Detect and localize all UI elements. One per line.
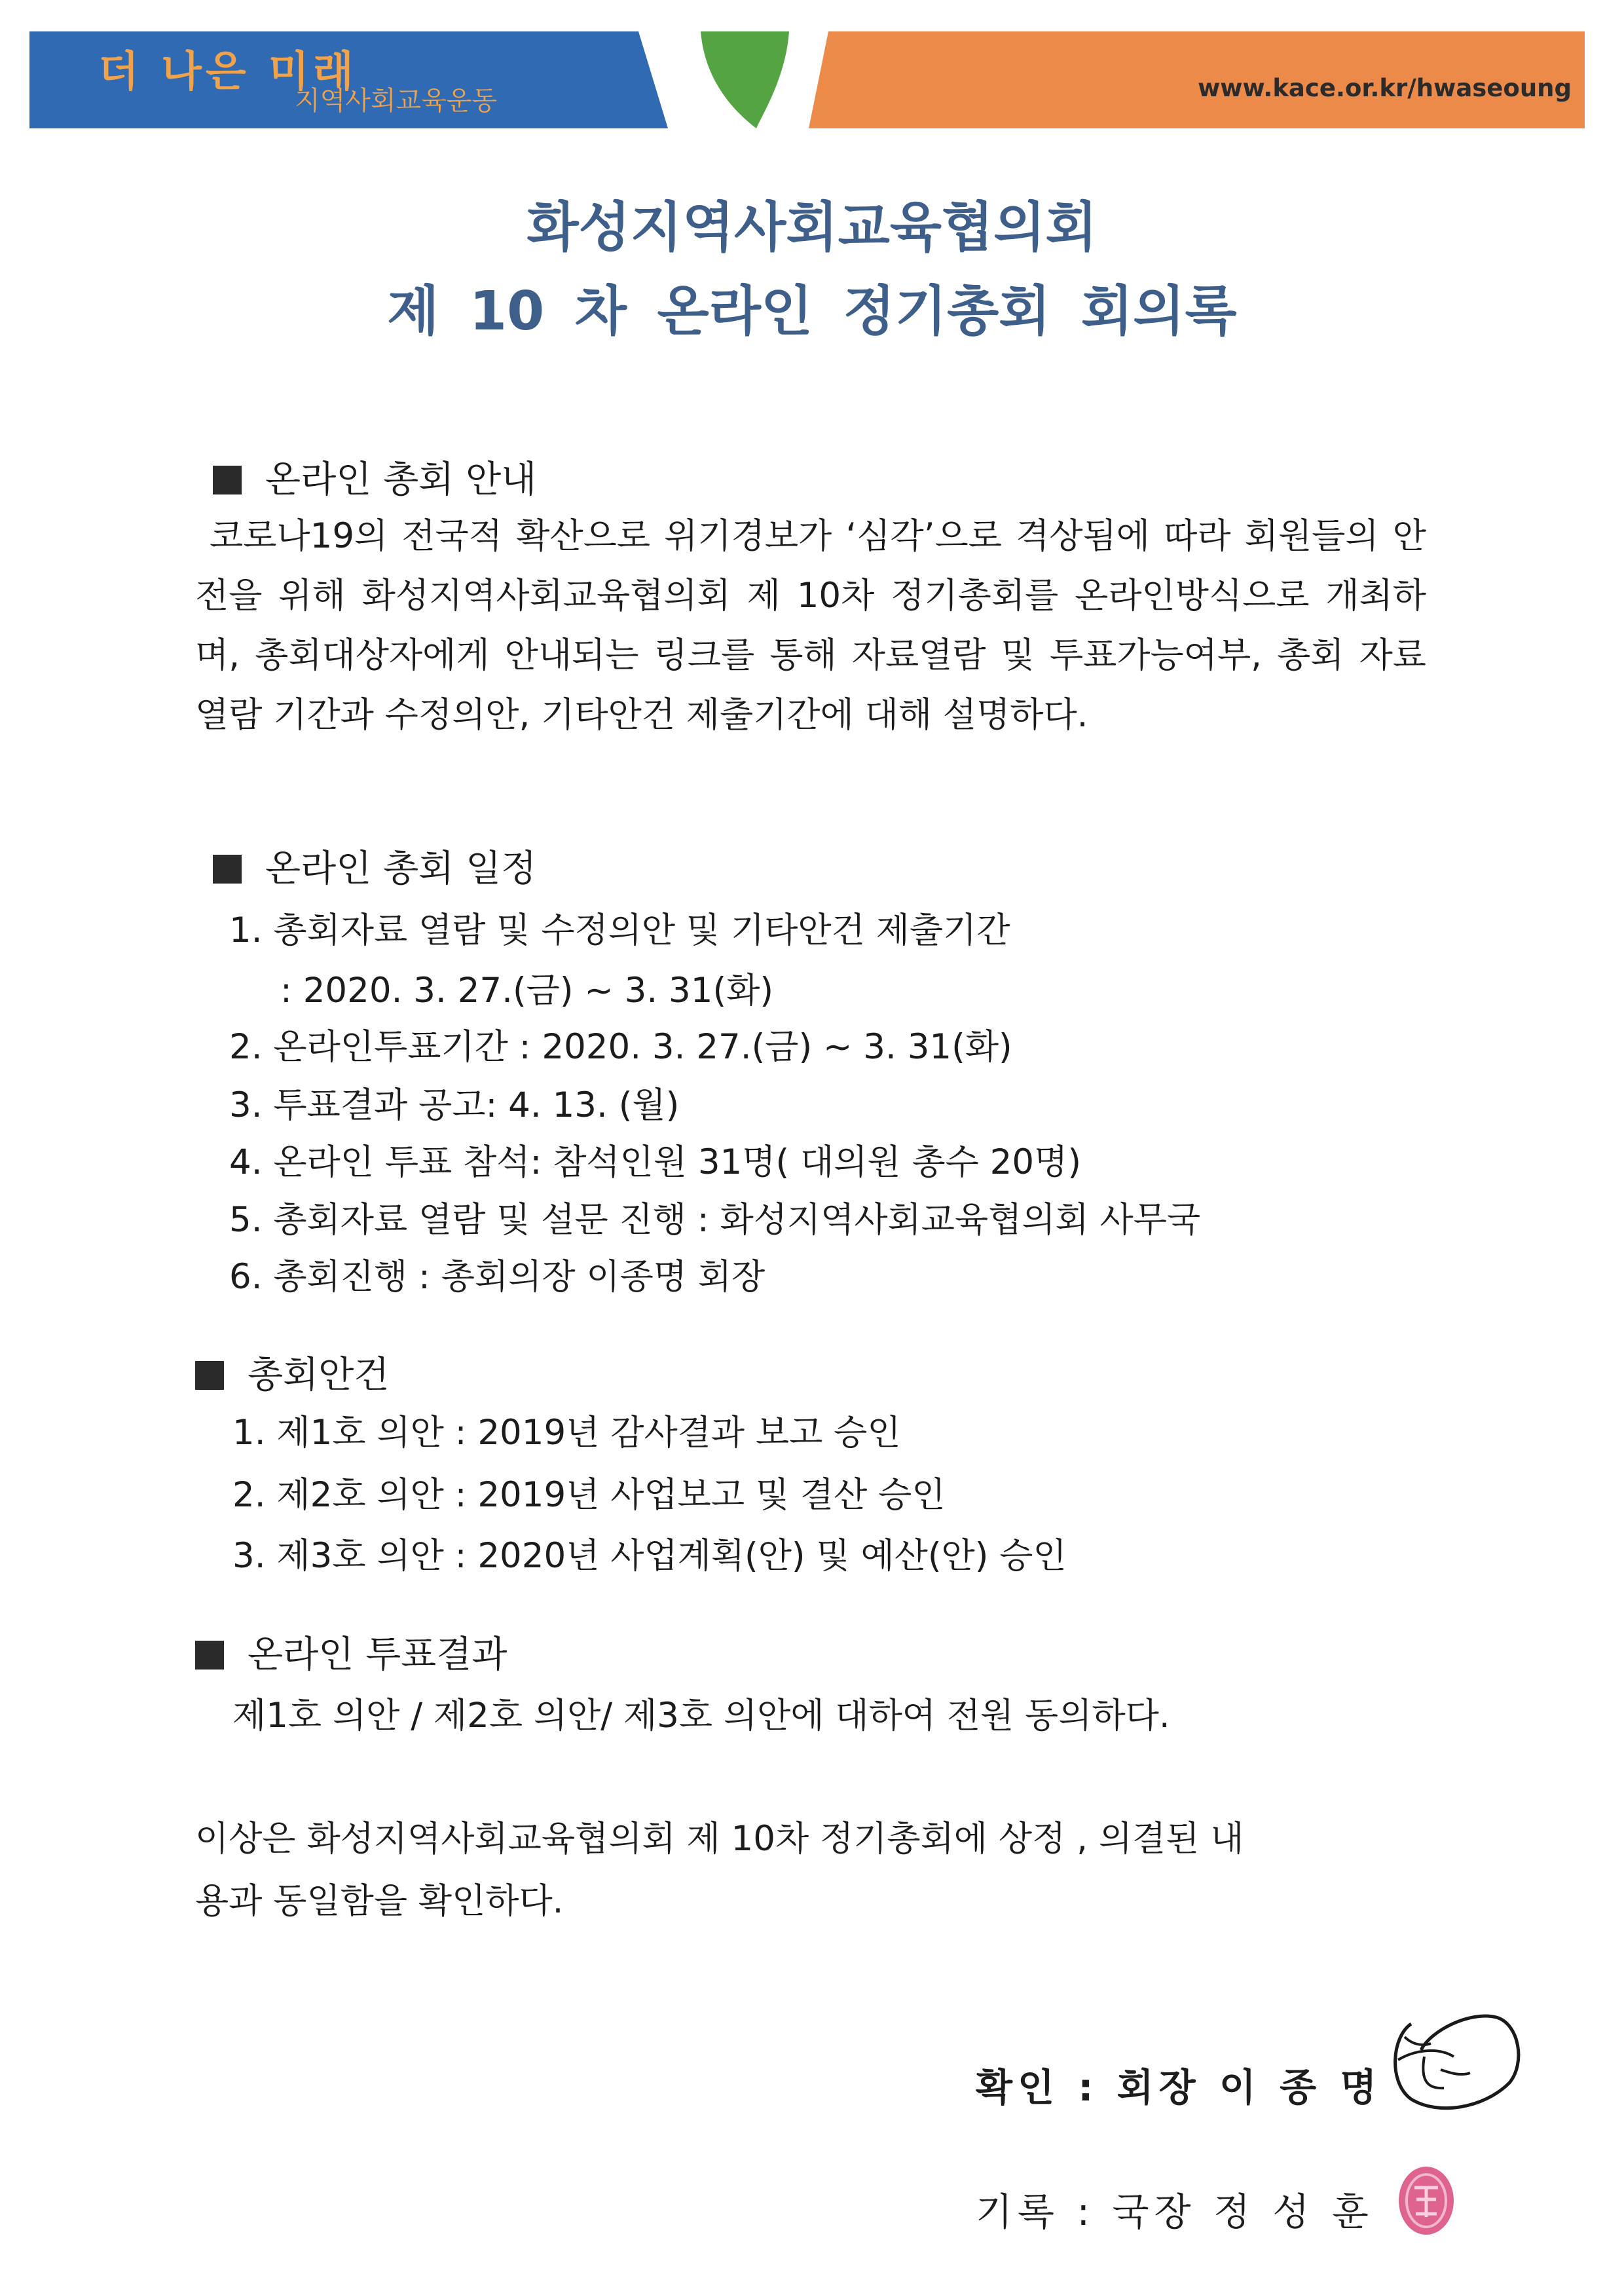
section-heading-agenda: 총회안건: [195, 1346, 389, 1398]
red-seal-stamp-icon: [1393, 2161, 1459, 2240]
schedule-item: 3. 투표결과 공고: 4. 13. (월): [229, 1085, 680, 1125]
confirm-signature-line: 확인 : 회장 이 종 명: [976, 2065, 1382, 2110]
guide-paragraph: 코로나19의 전국적 확산으로 위기경보가 ‘심각’으로 격상됨에 따라 회원들의 안전을 위해 화성지역사회교육협의회 제 10차 정기총회를 온라인방식으로 개최하며, 총회대상자에게 안내되는 링크를 통해 자료열람 및 투표가능여부, 총회 자료 열람 기간과 수정의안, 기타안건 제출기간에 대해 설명하다.: [195, 516, 1426, 735]
square-bullet-icon: [195, 1361, 224, 1390]
record-signature-line: 기록 : 국장 정 성 훈: [976, 2190, 1374, 2234]
schedule-item: : 2020. 3. 27.(금) ~ 3. 31(화): [280, 971, 774, 1011]
schedule-item: 5. 총회자료 열람 및 설문 진행 : 화성지역사회교육협의회 사무국: [229, 1200, 1201, 1240]
handwritten-signature-icon: [1385, 2011, 1526, 2116]
section-heading-result: 온라인 투표결과: [195, 1626, 507, 1678]
agenda-item: 3. 제3호 의안 : 2020년 사업계획(안) 및 예산(안) 승인: [232, 1536, 1067, 1576]
section-heading-schedule: 온라인 총회 일정: [213, 840, 536, 892]
closing-line: 용과 동일함을 확인하다.: [195, 1881, 564, 1921]
logo-title: 더 나은 미래: [98, 48, 358, 96]
banner-green-leaf: [701, 31, 789, 128]
document-subtitle: 제 10 차 온라인 정기총회 회의록: [387, 280, 1237, 343]
schedule-item: 2. 온라인투표기간 : 2020. 3. 27.(금) ~ 3. 31(화): [229, 1027, 1012, 1067]
logo-subtitle: 지역사회교육운동: [295, 86, 498, 116]
document-title: 화성지역사회교육협의회: [526, 196, 1098, 259]
square-bullet-icon: [213, 855, 242, 884]
closing-line: 이상은 화성지역사회교육협의회 제 10차 정기총회에 상정 , 의결된 내: [195, 1819, 1244, 1859]
schedule-item: 6. 총회진행 : 총회의장 이종명 회장: [229, 1257, 766, 1297]
section-heading-guide: 온라인 총회 안내: [213, 451, 536, 503]
agenda-item: 1. 제1호 의안 : 2019년 감사결과 보고 승인: [232, 1413, 901, 1453]
schedule-item: 4. 온라인 투표 참석: 참석인원 31명( 대의원 총수 20명): [229, 1142, 1081, 1182]
square-bullet-icon: [195, 1641, 224, 1670]
schedule-item: 1. 총회자료 열람 및 수정의안 및 기타안건 제출기간: [229, 910, 1010, 950]
result-text: 제1호 의안 / 제2호 의안/ 제3호 의안에 대하여 전원 동의하다.: [232, 1696, 1170, 1736]
square-bullet-icon: [213, 466, 242, 494]
agenda-item: 2. 제2호 의안 : 2019년 사업보고 및 결산 승인: [232, 1475, 946, 1515]
website-url: www.kace.or.kr/hwaseoung: [1198, 74, 1572, 102]
